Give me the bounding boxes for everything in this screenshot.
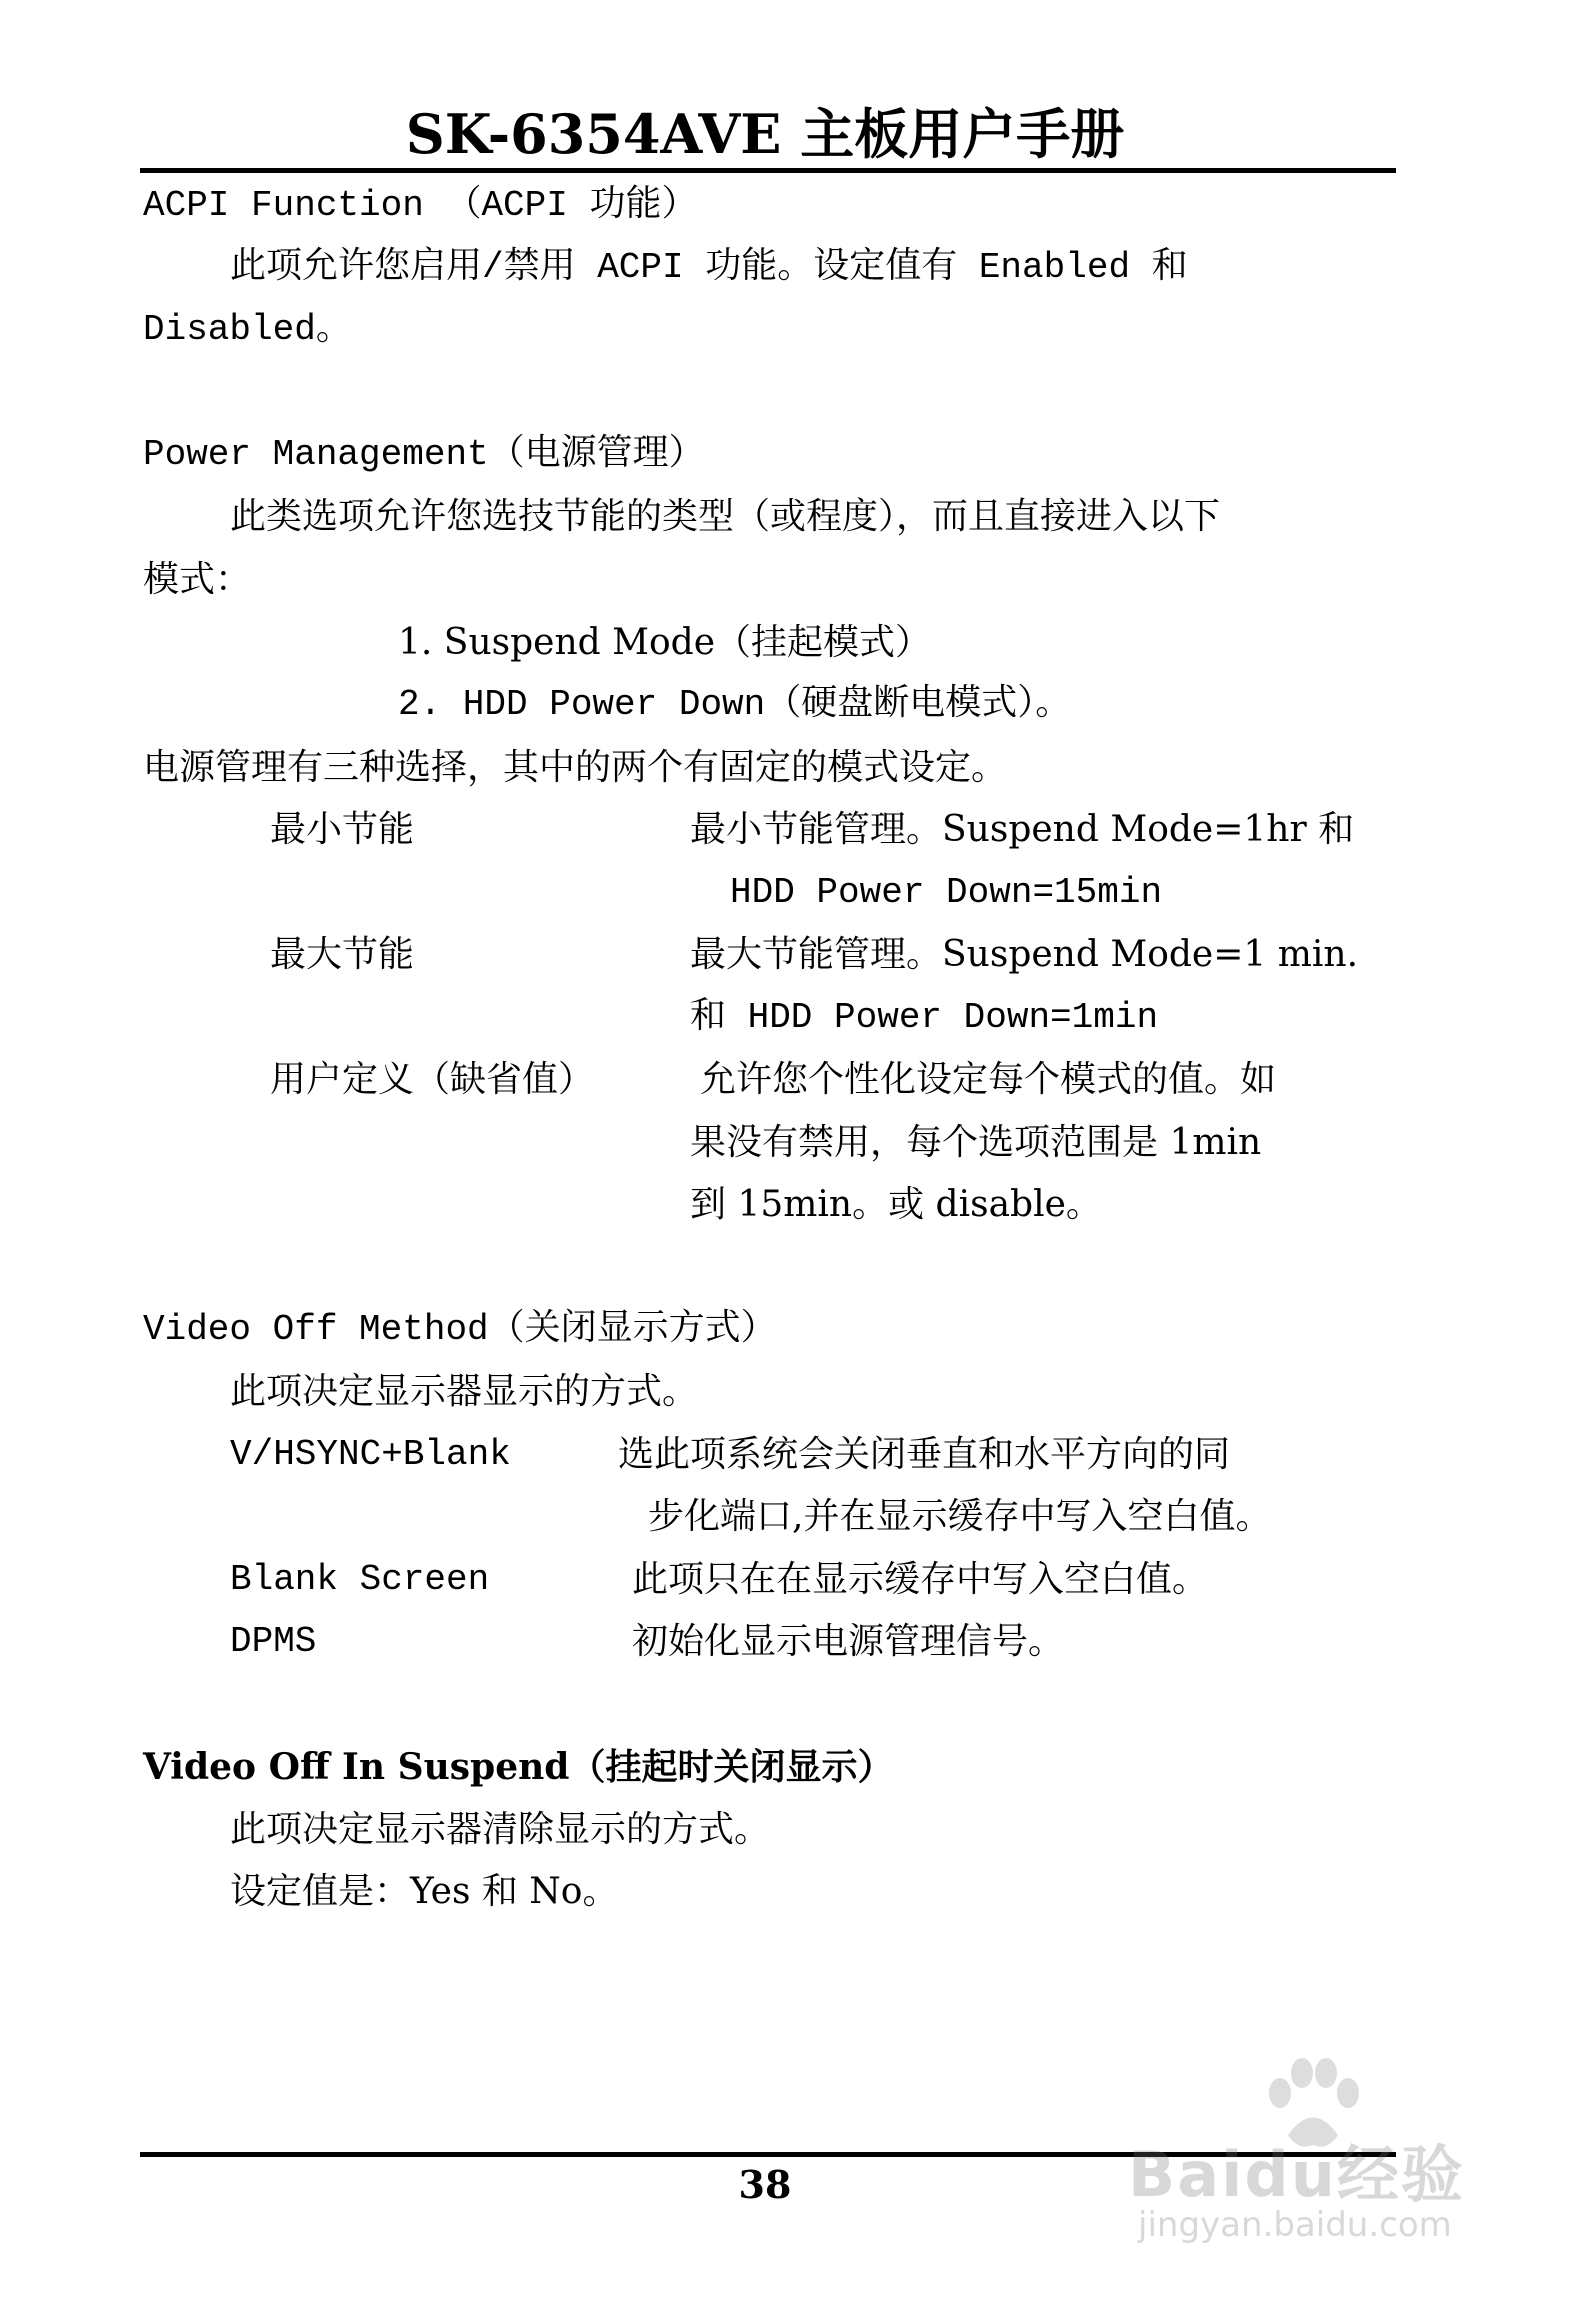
option-desc-user-1: 允许您个性化设定每个模式的值。如: [700, 1059, 1277, 1100]
option-label-user: 用户定义（缺省值）: [270, 1059, 595, 1100]
video-suspend-line-1: 此项决定显示器清除显示的方式。: [230, 1809, 771, 1850]
option-desc-max-1: 最大节能管理。Suspend Mode=1 min.: [690, 934, 1359, 975]
option-label-max: 最大节能: [270, 934, 415, 975]
power-line-2: 模式：: [143, 559, 252, 600]
power-mode-2: 2. HDD Power Down（硬盘断电模式）。: [398, 684, 1072, 725]
baidu-watermark: [1128, 2055, 1488, 2255]
video-option-desc-blank: 此项只在在显示缓存中写入空白值。: [632, 1559, 1209, 1600]
power-summary: 电源管理有三种选择，其中的两个有固定的模式设定。: [143, 747, 1008, 788]
video-option-label-dpms: DPMS: [230, 1621, 317, 1662]
page-number: 38: [738, 2162, 792, 2207]
video-option-desc-vhsync-2: 步化端口,并在显示缓存中写入空白值。: [648, 1496, 1272, 1537]
option-desc-user-3: 到 15min。或 disable。: [690, 1184, 1102, 1225]
option-desc-min-1: 最小节能管理。Suspend Mode=1hr 和: [690, 809, 1355, 850]
video-option-label-blank: Blank Screen: [230, 1559, 490, 1600]
acpi-heading: ACPI Function （ACPI 功能）: [143, 185, 698, 226]
video-off-heading: Video Off Method（关闭显示方式）: [143, 1309, 777, 1350]
option-desc-user-2: 果没有禁用，每个选项范围是 1min: [690, 1122, 1262, 1163]
watermark-brand: Baidu经验: [1128, 2138, 1465, 2211]
watermark-url: jingyan.baidu.com: [1138, 2205, 1452, 2245]
video-suspend-line-2: 设定值是：Yes 和 No。: [230, 1871, 619, 1912]
video-option-label-vhsync: V/HSYNC+Blank: [230, 1434, 511, 1475]
video-off-intro: 此项决定显示器显示的方式。: [230, 1371, 699, 1412]
power-line-1: 此类选项允许您选技节能的类型（或程度），而且直接进入以下: [230, 496, 1221, 537]
video-suspend-heading: Video Off In Suspend（挂起时关闭显示）: [143, 1746, 894, 1788]
acpi-line-1: 此项允许您启用/禁用 ACPI 功能。设定值有 Enabled 和: [230, 247, 1188, 288]
acpi-line-2: Disabled。: [143, 309, 352, 350]
power-mode-1: 1. Suspend Mode（挂起模式）: [398, 622, 932, 663]
option-desc-max-2: 和 HDD Power Down=1min: [690, 997, 1159, 1038]
video-option-desc-vhsync-1: 选此项系统会关闭垂直和水平方向的同: [618, 1434, 1231, 1475]
page-title: SK-6354AVE 主板用户手册: [405, 102, 1125, 166]
option-label-min: 最小节能: [270, 809, 415, 850]
header-rule: [140, 168, 1396, 173]
power-heading: Power Management（电源管理）: [143, 434, 705, 475]
option-desc-min-2: HDD Power Down=15min: [730, 872, 1163, 913]
video-option-desc-dpms: 初始化显示电源管理信号。: [632, 1621, 1065, 1662]
